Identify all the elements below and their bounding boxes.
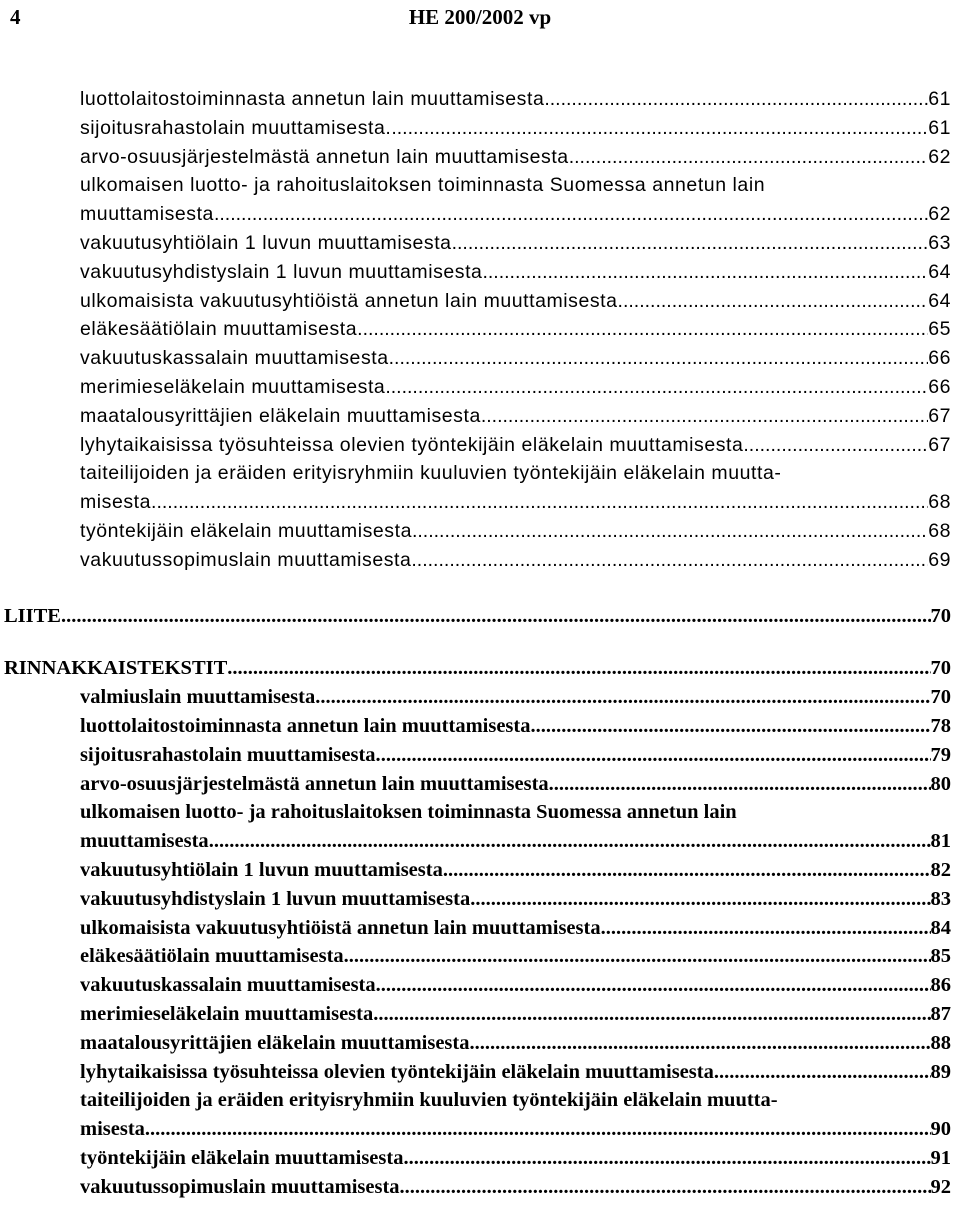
toc-entry-title: RINNAKKAISTEKSTIT [4, 657, 228, 680]
toc-entry-title: vakuutussopimuslain muuttamisesta [80, 1175, 400, 1198]
toc-page-number: 65 [928, 318, 951, 341]
toc-entry [0, 1058, 960, 1087]
toc-entry-title: ulkomaisen luotto- ja rahoituslaitoksen toiminnasta Suomessa annetun lain [80, 174, 766, 197]
dot-leader [227, 654, 930, 683]
toc-entry-title: sijoitusrahastolain muuttamisesta. [80, 116, 392, 139]
dot-leader [389, 344, 929, 373]
toc-entry [0, 143, 960, 172]
dot-leader [376, 971, 931, 1000]
dot-leader [315, 683, 930, 712]
toc-entry [0, 258, 960, 287]
toc-entry-title: ulkomaisista vakuutusyhtiöistä annetun lain muuttamisesta [80, 916, 601, 939]
dot-leader [469, 1029, 930, 1058]
toc-page-number: 61 [928, 88, 951, 110]
toc-entry [0, 229, 960, 258]
dot-leader [61, 602, 931, 631]
toc-entry [0, 546, 960, 575]
toc-page-number: 82 [930, 858, 951, 881]
toc-entry-title: vakuutusyhdistyslain 1 luvun muuttamisesta [80, 260, 483, 283]
toc-entry-title: luottolaitostoiminnasta annetun lain muuttamisesta [80, 714, 531, 737]
toc-entry-title: muuttamisesta [80, 203, 214, 226]
dot-leader [357, 315, 928, 344]
toc-entry-title: valmiuslain muuttamisesta [80, 686, 316, 709]
dot-leader [452, 229, 929, 258]
page-number: 4 [10, 5, 21, 29]
dot-leader [618, 287, 929, 316]
toc-entry-title: eläkesäätiölain muuttamisesta [80, 318, 358, 341]
toc-page-number: 91 [930, 1146, 951, 1169]
toc-page-number: 88 [930, 1031, 951, 1054]
toc-entry-title: vakuutusyhdistyslain 1 luvun muuttamisesta [80, 887, 471, 910]
toc-section-heading [0, 654, 960, 683]
dot-leader [569, 143, 929, 172]
dot-leader [482, 258, 928, 287]
toc-page-number: 64 [928, 289, 951, 312]
toc-page-number: 86 [930, 974, 951, 997]
toc-entry [0, 798, 960, 827]
toc-entry [0, 373, 960, 402]
toc-entry [0, 1144, 960, 1173]
toc-page-number: 92 [930, 1175, 951, 1198]
toc-entry [0, 1029, 960, 1058]
toc-entry-title: lyhytaikaisissa työsuhteissa olevien työntekijäin eläkelain muuttamisesta [80, 433, 744, 456]
toc-entry [0, 287, 960, 316]
dot-leader [145, 1115, 931, 1144]
dot-leader [481, 402, 928, 431]
toc-page-number: 67 [928, 404, 951, 427]
toc-entry-title: arvo-osuusjärjestelmästä annetun lain muuttamisesta [80, 772, 549, 795]
toc-page-number: 89 [930, 1060, 951, 1083]
toc-page-number: 68 [928, 491, 951, 514]
table-of-contents [0, 85, 960, 1201]
toc-entry-title: vakuutuskassalain muuttamisesta [80, 974, 376, 997]
toc-entry [0, 85, 960, 114]
toc-entry [0, 402, 960, 431]
toc-entry-title: misesta [80, 491, 152, 514]
toc-entry-title: sijoitusrahastolain muuttamisesta. [80, 743, 381, 766]
document-id: HE 200/2002 vp [408, 5, 552, 29]
toc-entry-title: vakuutuskassalain muuttamisesta [80, 347, 389, 370]
page-header [0, 4, 960, 34]
dot-leader [411, 546, 928, 575]
toc-entry-title: vakuutussopimuslain muuttamisesta [80, 548, 412, 571]
toc-entry [0, 942, 960, 971]
toc-page-number: 85 [930, 945, 951, 968]
toc-entry [0, 1086, 960, 1115]
dot-leader [714, 1058, 931, 1087]
toc-page-number: 67 [928, 433, 951, 456]
toc-page-number: 81 [930, 830, 951, 853]
dot-leader [412, 517, 928, 546]
dot-leader [470, 885, 930, 914]
toc-page-number: 78 [930, 714, 951, 737]
toc-entry-title: arvo-osuusjärjestelmästä annetun lain muuttamisesta [80, 145, 569, 168]
toc-page-number: 63 [928, 231, 951, 254]
dot-leader [151, 488, 928, 517]
toc-entry-title: misesta [80, 1118, 145, 1141]
toc-entry [0, 856, 960, 885]
dot-leader [214, 200, 928, 229]
toc-entry-title: maatalousyrittäjien eläkelain muuttamisesta [80, 404, 481, 427]
toc-entry [0, 827, 960, 856]
toc-page-number: 80 [930, 772, 951, 795]
toc-entry [0, 315, 960, 344]
dot-leader [530, 712, 930, 741]
dot-leader [373, 1000, 930, 1029]
toc-entry-title: merimieseläkelain muuttamisesta [80, 1002, 374, 1025]
toc-entry-title: vakuutusyhtiölain 1 luvun muuttamisesta [80, 231, 452, 254]
toc-entry [0, 971, 960, 1000]
toc-entry [0, 712, 960, 741]
toc-entry [0, 200, 960, 229]
toc-page-number: 69 [928, 548, 951, 571]
dot-leader [391, 114, 928, 143]
toc-page-number: 79 [930, 743, 951, 766]
dot-leader [743, 431, 928, 460]
dot-leader [381, 741, 931, 770]
toc-page-number: 84 [930, 916, 951, 939]
toc-page-number: 70 [930, 686, 951, 709]
toc-page-number: 87 [930, 1002, 951, 1025]
toc-entry-title: vakuutusyhtiölain 1 luvun muuttamisesta [80, 858, 443, 881]
toc-entry-title: työntekijäin eläkelain muuttamisesta [80, 519, 412, 542]
toc-entry [0, 770, 960, 799]
toc-entry-title: taiteilijoiden ja eräiden erityisryhmiin kuuluvien työntekijäin eläkelain muutta- [80, 1089, 778, 1112]
toc-section-heading [0, 602, 960, 631]
toc-entry-title: maatalousyrittäjien eläkelain muuttamisesta [80, 1031, 470, 1054]
toc-entry [0, 344, 960, 373]
toc-entry [0, 114, 960, 143]
dot-leader [209, 827, 931, 856]
toc-entry [0, 517, 960, 546]
dot-leader [385, 373, 928, 402]
toc-entry-title: työntekijäin eläkelain muuttamisesta [80, 1146, 404, 1169]
toc-entry [0, 1000, 960, 1029]
toc-page-number: 62 [928, 145, 951, 168]
toc-entry-title: luottolaitostoiminnasta annetun lain muuttamisesta [80, 88, 545, 110]
toc-entry [0, 171, 960, 200]
dot-leader [403, 1144, 930, 1173]
toc-entry [0, 914, 960, 943]
toc-page-number: 66 [928, 375, 951, 398]
toc-entry-title: eläkesäätiölain muuttamisesta [80, 945, 344, 968]
toc-page-number: 70 [930, 657, 951, 680]
toc-page-number: 68 [928, 519, 951, 542]
toc-entry-title: LIITE [4, 604, 61, 627]
toc-page-number: 61 [928, 116, 951, 139]
toc-page-number: 66 [928, 347, 951, 370]
dot-leader [601, 914, 931, 943]
dot-leader [400, 1173, 931, 1202]
toc-entry [0, 1173, 960, 1202]
toc-entry [0, 488, 960, 517]
toc-entry [0, 459, 960, 488]
toc-entry-title: taiteilijoiden ja eräiden erityisryhmiin kuuluvien työntekijäin eläkelain muutta- [80, 462, 782, 485]
toc-entry-title: ulkomaisista vakuutusyhtiöistä annetun lain muuttamisesta [80, 289, 618, 312]
toc-entry [0, 683, 960, 712]
toc-entry [0, 741, 960, 770]
toc-entry [0, 885, 960, 914]
toc-page-number: 90 [930, 1118, 951, 1141]
dot-leader [443, 856, 931, 885]
toc-entry-title: merimieseläkelain muuttamisesta [80, 375, 386, 398]
dot-leader [544, 85, 928, 114]
toc-page-number: 64 [928, 260, 951, 283]
toc-entry-title: lyhytaikaisissa työsuhteissa olevien työntekijäin eläkelain muuttamisesta [80, 1060, 714, 1083]
toc-entry [0, 431, 960, 460]
toc-page-number: 62 [928, 203, 951, 226]
toc-page-number: 83 [930, 887, 951, 910]
dot-leader [344, 942, 931, 971]
toc-entry-title: ulkomaisen luotto- ja rahoituslaitoksen toiminnasta Suomessa annetun lain [80, 801, 737, 824]
dot-leader [549, 770, 931, 799]
toc-entry [0, 1115, 960, 1144]
toc-entry-title: muuttamisesta [80, 830, 209, 853]
toc-page-number: 70 [930, 604, 951, 627]
